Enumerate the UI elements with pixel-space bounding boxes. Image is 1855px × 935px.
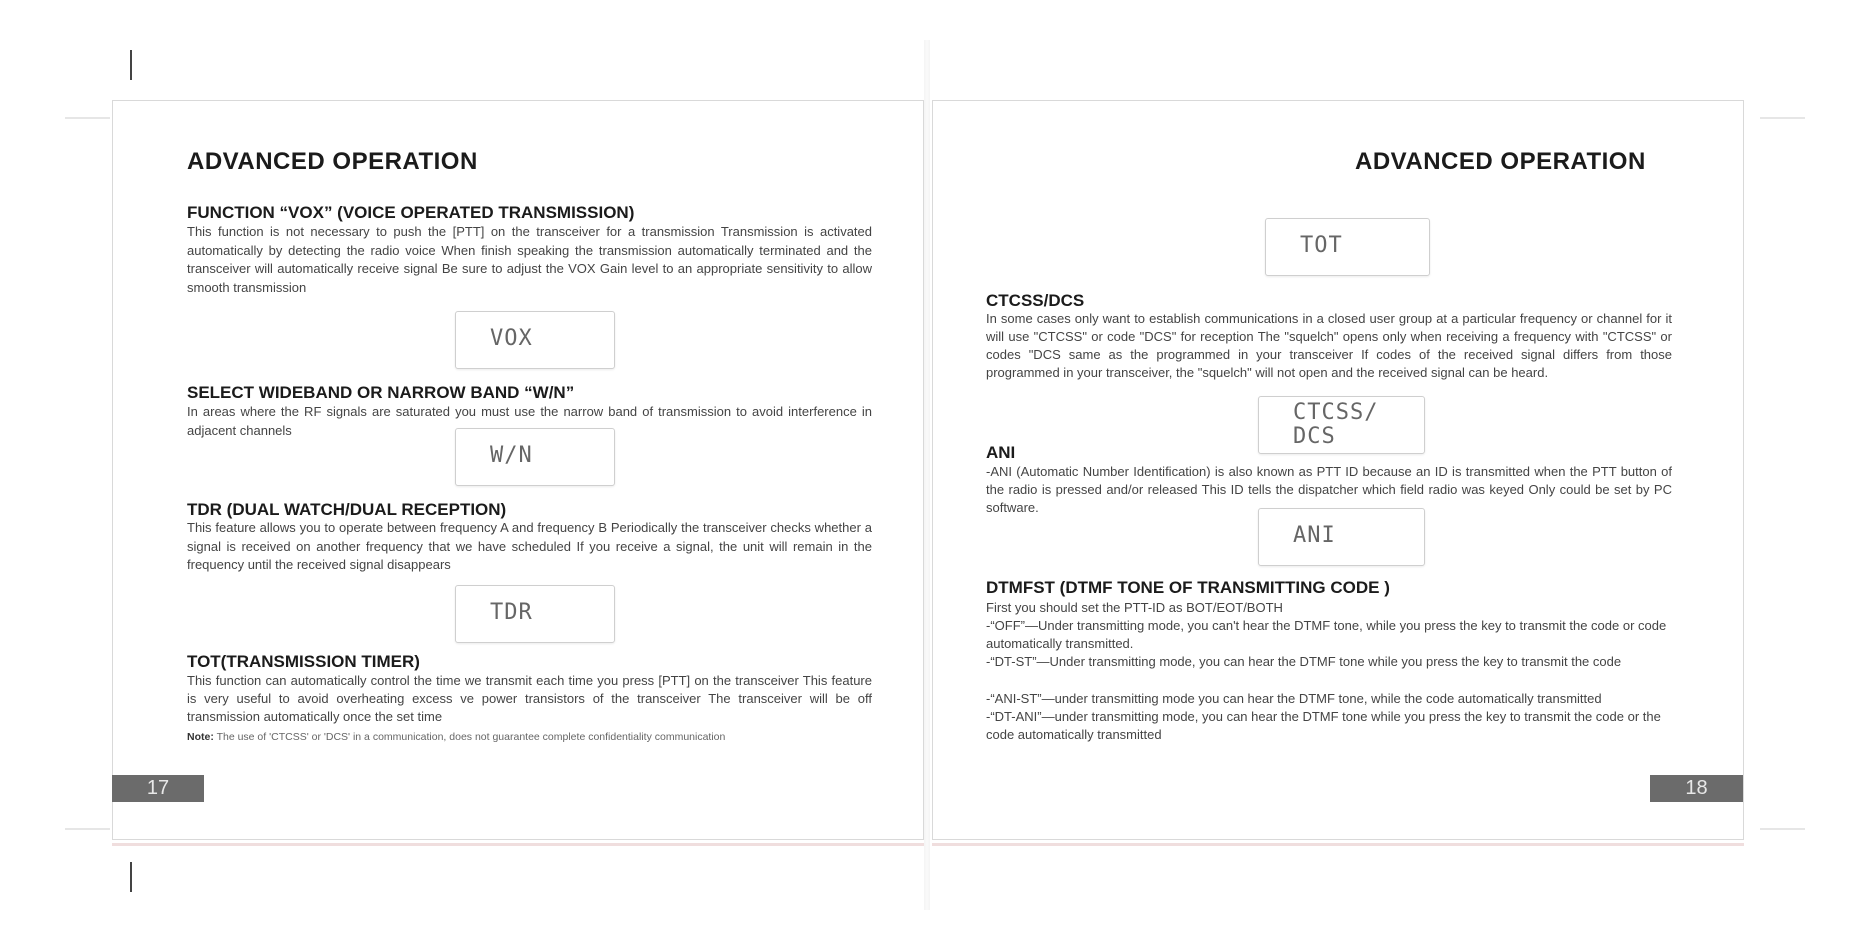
tdr-display-text: TDR xyxy=(490,600,533,625)
dtmf-section-title: DTMFST (DTMF TONE OF TRANSMITTING CODE ) xyxy=(986,578,1390,597)
right-page-header: ADVANCED OPERATION xyxy=(1355,148,1646,175)
ani-section-title: ANI xyxy=(986,443,1016,462)
dtmf-item-off: -“OFF”—Under transmitting mode, you can't hear the DTMF tone, while you press the key to transmit the code or code automatically transmitted. xyxy=(986,618,1667,651)
ctcss-display-text: CTCSS/ DCS xyxy=(1293,400,1379,449)
confidentiality-note xyxy=(187,731,725,743)
wn-section-title: SELECT WIDEBAND OR NARROW BAND “W/N” xyxy=(187,383,575,402)
ani-display-text: ANI xyxy=(1293,523,1336,548)
tot-section-title: TOT(TRANSMISSION TIMER) xyxy=(187,652,420,671)
ctcss-lcd-display xyxy=(1258,396,1425,454)
vox-display-text: VOX xyxy=(490,326,533,351)
right-page-number: 18 xyxy=(1650,775,1743,802)
ani-section-body: -ANI (Automatic Number Identification) is also known as PTT ID because an ID is transmitted when the PTT button of the radio is pressed and/or released This ID tells the dispatcher which field radio was keyed Only could be set by PC software. xyxy=(986,464,1672,515)
dtmf-item-ani-st: -“ANI-ST”—under transmitting mode you can hear the DTMF tone, while the code automatically transmitted xyxy=(986,691,1602,706)
tot-lcd-display xyxy=(1265,218,1430,276)
left-page-number: 17 xyxy=(112,775,204,802)
margin-mark-right xyxy=(1760,117,1805,119)
margin-mark-left-bottom xyxy=(65,828,110,830)
book-gutter xyxy=(924,40,930,910)
note-label: Note: xyxy=(187,731,214,743)
vox-section-body: This function is not necessary to push the [PTT] on the transceiver for a transmission Transmission is activated automatically by detecting the radio voice When finish speaking the transmission automatically terminated and the transceiver will automatically receive signal Be sure to adjust the VOX Gain level to an appropriate sensitivity to allow smooth transmission xyxy=(187,224,872,295)
wn-lcd-display xyxy=(455,428,615,486)
vox-lcd-display xyxy=(455,311,615,369)
wn-section-body: In areas where the RF signals are saturated you must use the narrow band of transmission to avoid interference in adjacent channels xyxy=(187,404,872,438)
ani-lcd-display xyxy=(1258,508,1425,566)
ctcss-section-body: In some cases only want to establish communications in a closed user group at a particular frequency or channel for it will use "CTCSS" or code "DCS" for reception The "squelch" opens only when receiving a frequency with "CTCSS" or codes "DCS same as the programmed in your transceiver If codes of the received signal differs from those programmed in your transceiver, the "squelch" will not open and the received signal can be heard. xyxy=(986,311,1672,380)
bottom-rule-right xyxy=(932,843,1744,846)
tdr-section-title: TDR (DUAL WATCH/DUAL RECEPTION) xyxy=(187,500,507,519)
note-text: The use of 'CTCSS' or 'DCS' in a communication, does not guarantee complete confidentiality communication xyxy=(216,731,726,743)
wn-display-text: W/N xyxy=(490,443,533,468)
tot-section-body: This function can automatically control the time we transmit each time you press [PTT] on the transceiver This feature is very useful to avoid overheating excess ve power transistors of the transceiver The transceiver will be off transmission automatically once the set time xyxy=(187,673,872,724)
bottom-rule-left xyxy=(112,843,924,846)
dtmf-intro: First you should set the PTT-ID as BOT/EOT/BOTH xyxy=(986,600,1283,615)
crop-mark-top-left xyxy=(130,50,132,80)
ctcss-section-title: CTCSS/DCS xyxy=(986,291,1085,310)
margin-mark-left xyxy=(65,117,110,119)
dtmf-item-dt-st: -“DT-ST”—Under transmitting mode, you can hear the DTMF tone while you press the key to transmit the code xyxy=(986,654,1622,669)
left-page-header: ADVANCED OPERATION xyxy=(187,148,478,175)
tdr-lcd-display xyxy=(455,585,615,643)
crop-mark-bottom-left xyxy=(130,862,132,892)
vox-section-title: FUNCTION “VOX” (VOICE OPERATED TRANSMISSION) xyxy=(187,203,635,222)
dtmf-item-dt-ani: -“DT-ANI”—under transmitting mode, you can hear the DTMF tone while you press the key to transmit the code or the code automatically transmitted xyxy=(986,709,1661,742)
margin-mark-right-bottom xyxy=(1760,828,1805,830)
tot-display-text: TOT xyxy=(1300,233,1343,258)
tdr-section-body: This feature allows you to operate between frequency A and frequency B Periodically the transceiver checks whether a signal is received on another frequency that we have scheduled If you receive a signal, the unit will remain in the frequency until the received signal disappears xyxy=(187,520,872,572)
